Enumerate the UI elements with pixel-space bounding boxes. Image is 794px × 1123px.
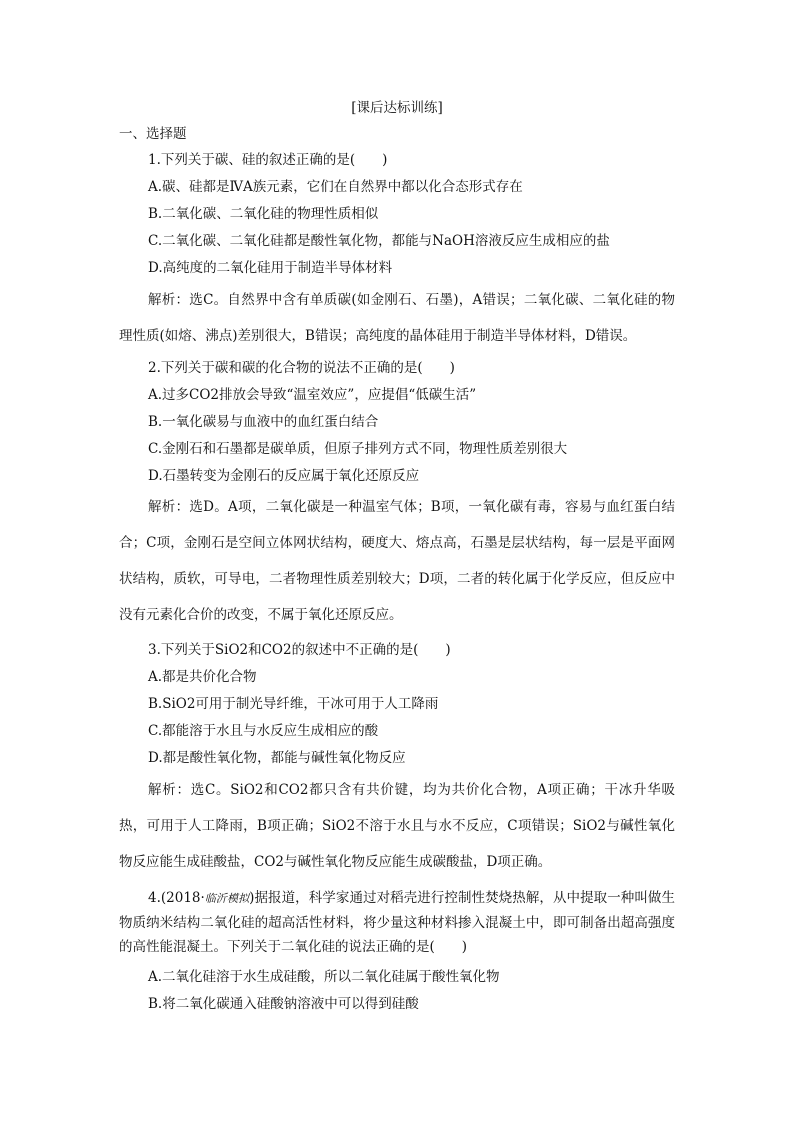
q3-option-d: D.都是酸性氧化物，都能与碱性氧化物反应 bbox=[148, 750, 406, 766]
q4-stem-text: )据报道，科学家通过对稻壳进行控制性焚烧热解，从中提取一种叫做生物质纳米结构二氧化硅的超高活性材料，将少量这种材料掺入混凝土中，即可制备出超高强度的高性能混凝土。下列关于二氧化硅的说法正确的是( ) bbox=[119, 890, 675, 955]
q2-analysis-text: 解析：选D。A项，二氧化碳是一种温室气体；B项，一氧化碳有毒，容易与血红蛋白结合；C项，金刚石是空间立体网状结构，硬度大、熔点高，石墨是层状结构，每一层是平面网状结构，质软，可导电，二者物理性质差别较大；D项，二者的转化属于化学反应，但反应中没有元素化合价的改变，不属于氧化还原反应。 bbox=[119, 499, 675, 623]
q2-analysis bbox=[119, 489, 675, 633]
q2-option-c: C.金刚石和石墨都是碳单质，但原子排列方式不同，物理性质差别很大 bbox=[148, 441, 568, 457]
q3-stem: 3.下列关于SiO2和CO2的叙述中不正确的是( ) bbox=[148, 642, 451, 658]
q1-option-d: D.高纯度的二氧化硅用于制造半导体材料 bbox=[148, 260, 393, 276]
q2-option-a: A.过多CO2排放会导致“温室效应”，应提倡“低碳生活” bbox=[148, 387, 477, 403]
q4-option-a: A.二氧化硅溶于水生成硅酸，所以二氧化硅属于酸性氧化物 bbox=[148, 969, 500, 985]
q1-option-a: A.碳、硅都是ⅣA族元素，它们在自然界中都以化合态形式存在 bbox=[148, 179, 523, 195]
q3-option-c: C.都能溶于水且与水反应生成相应的酸 bbox=[148, 723, 379, 739]
q2-option-d: D.石墨转变为金刚石的反应属于氧化还原反应 bbox=[148, 468, 420, 484]
q4-stem bbox=[119, 886, 675, 959]
q3-option-a: A.都是共价化合物 bbox=[148, 669, 257, 685]
q2-stem: 2.下列关于碳和碳的化合物的说法不正确的是( ) bbox=[148, 360, 455, 376]
q3-analysis-text: 解析：选C。SiO2和CO2都只含有共价键，均为共价化合物，A项正确；干冰升华吸热，可用于人工降雨，B项正确；SiO2不溶于水且与水不反应，C项错误；SiO2与碱性氧化物反应能生成硅酸盐，CO2与碱性氧化物反应能生成碳酸盐，D项正确。 bbox=[119, 782, 675, 870]
q1-option-c: C.二氧化碳、二氧化硅都是酸性氧化物，都能与NaOH溶液反应生成相应的盐 bbox=[148, 233, 610, 249]
q1-analysis bbox=[119, 282, 675, 354]
q1-option-b: B.二氧化碳、二氧化硅的物理性质相似 bbox=[148, 206, 379, 222]
q1-stem: 1.下列关于碳、硅的叙述正确的是( ) bbox=[148, 152, 388, 168]
q3-analysis bbox=[119, 772, 675, 880]
q4-stem-prefix: 4.(2018· bbox=[148, 890, 205, 906]
q4-stem-source: 临沂模拟 bbox=[204, 892, 250, 905]
q4-option-b: B.将二氧化碳通入硅酸钠溶液中可以得到硅酸 bbox=[148, 996, 419, 1012]
q3-option-b: B.SiO2可用于制光导纤维，干冰可用于人工降雨 bbox=[148, 696, 439, 712]
section-heading: 一、选择题 bbox=[119, 126, 187, 142]
q1-analysis-text: 解析：选C。自然界中含有单质碳(如金刚石、石墨)，A错误；二氧化碳、二氧化硅的物理性质(如熔、沸点)差别很大，B错误；高纯度的晶体硅用于制造半导体材料，D错误。 bbox=[119, 292, 675, 344]
page-title: [课后达标训练] bbox=[351, 100, 443, 116]
q2-option-b: B.一氧化碳易与血液中的血红蛋白结合 bbox=[148, 414, 379, 430]
